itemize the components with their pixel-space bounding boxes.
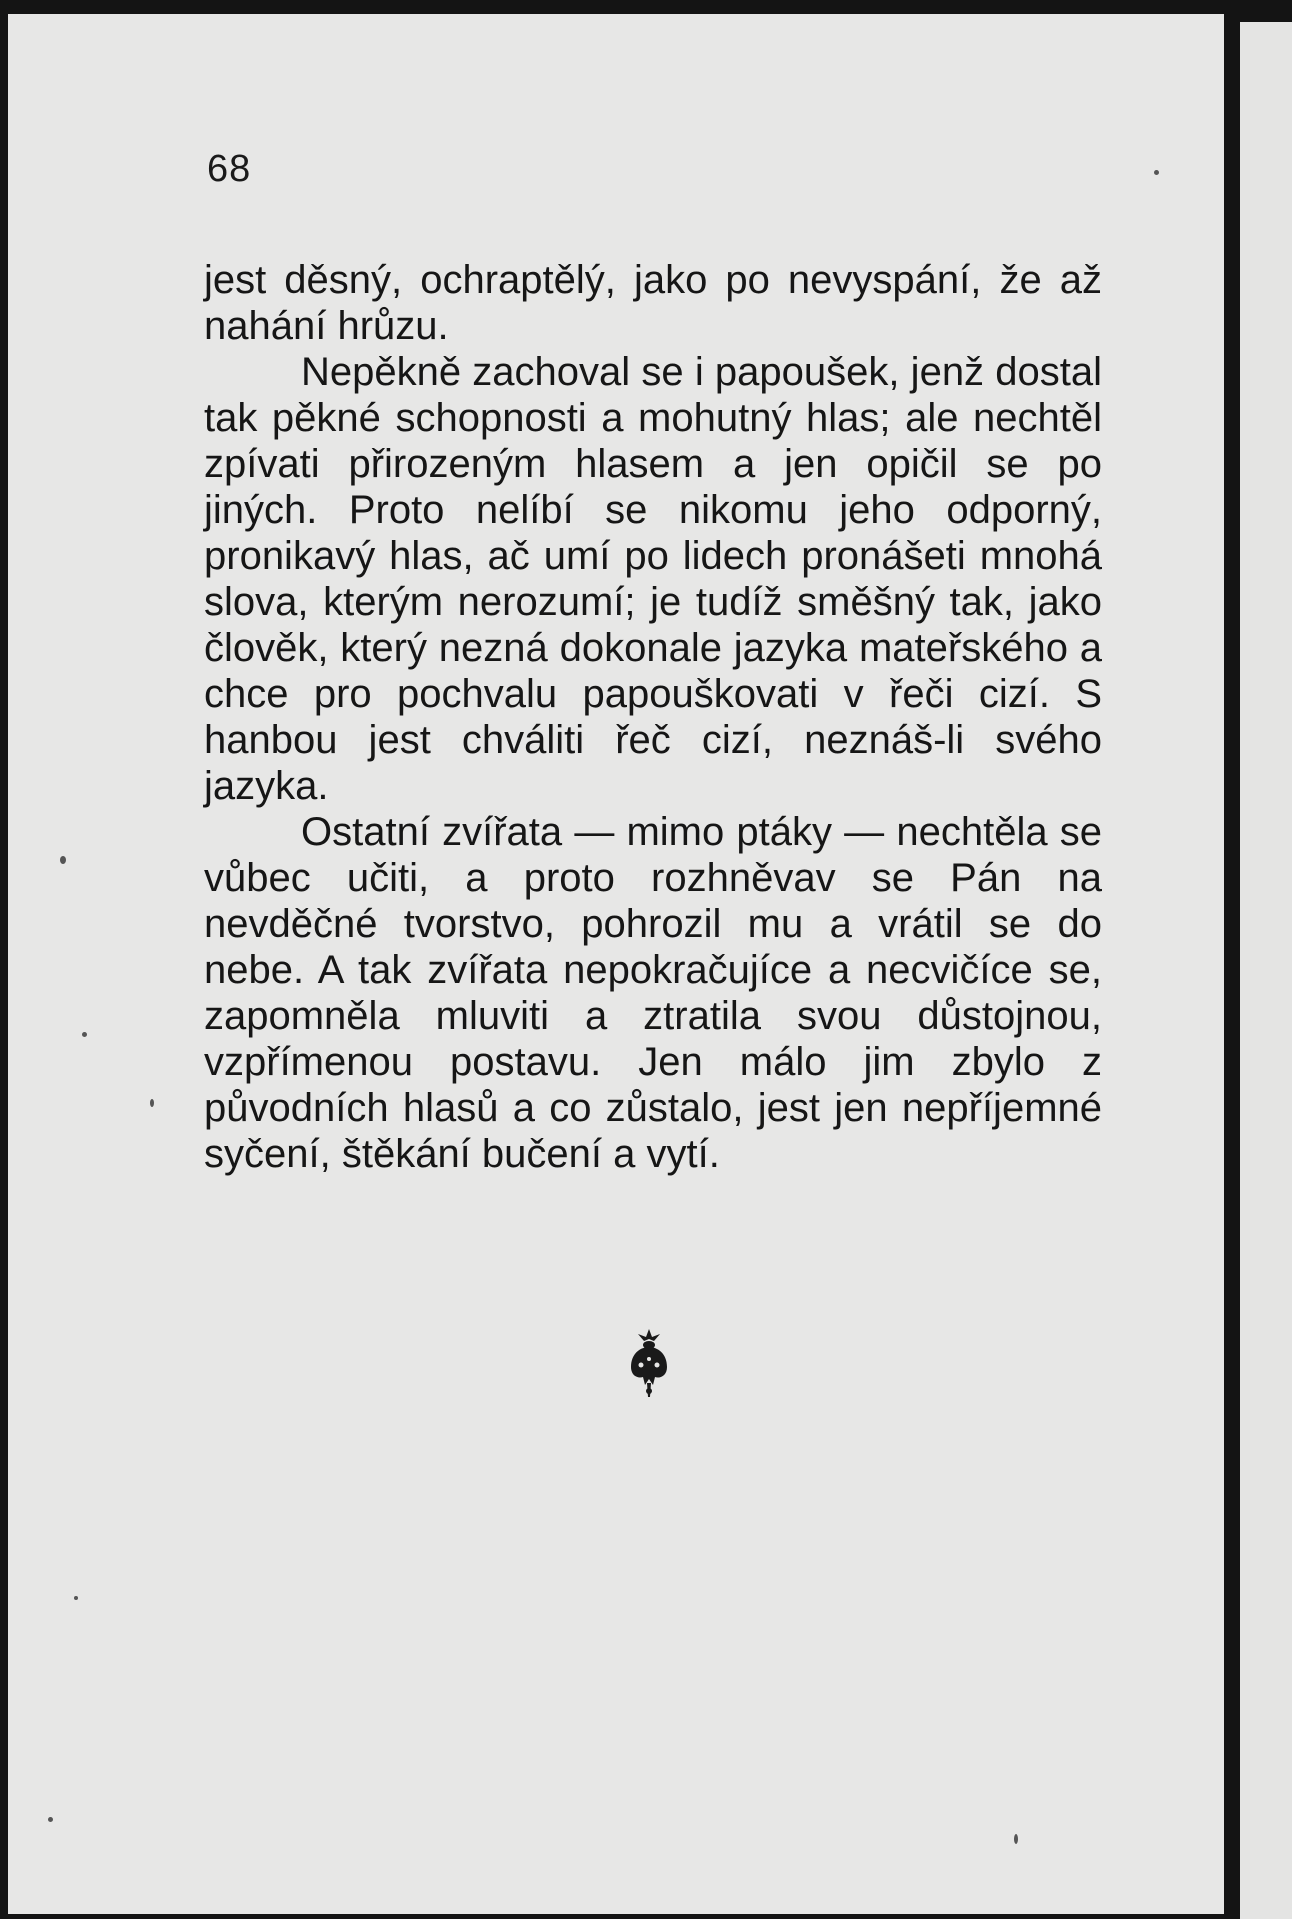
scan-speck (74, 1596, 78, 1600)
body-text (204, 257, 1102, 1177)
paragraph-3: Ostatní zvířata — mimo ptáky — nechtěla se vůbec učiti, a proto rozhněvav se Pán na nevděčné tvorstvo, pohrozil mu a vrátil se do nebe. A tak zvířata nepokračujíce a necvičíce se, zapomněla mluviti a ztratila svou důstojnou, vzpřímenou postavu. Jen málo jim zbylo z původních hlasů a co zůstalo, jest jen nepříjemné syčení, štěkání bučení a vytí. (204, 810, 1102, 1176)
paragraph-1: jest děsný, ochraptělý, jako po nevyspání, že až nahání hrůzu. (204, 258, 1102, 348)
next-page-edge (1240, 22, 1292, 1919)
book-page (8, 14, 1227, 1914)
scan-speck (82, 1032, 87, 1037)
page-gutter (1224, 0, 1240, 1919)
scan-speck (1154, 170, 1159, 175)
scan-speck (48, 1817, 53, 1822)
scan-speck (1014, 1834, 1018, 1844)
page-number: 68 (207, 148, 252, 190)
scan-speck (150, 1099, 154, 1107)
fleuron-icon (627, 1327, 671, 1401)
scan-speck (60, 856, 66, 864)
paragraph-2: Nepěkně zachoval se i papoušek, jenž dostal tak pěkné schopnosti a mohutný hlas; ale nechtěl zpívati přirozeným hlasem a jen opičil se po jiných. Proto nelíbí se nikomu jeho odporný, pronikavý hlas, ač umí po lidech pronášeti mnohá slova, kterým nerozumí; je tudíž směšný tak, jako člověk, který nezná dokonale jazyka mateřského a chce pro pochvalu papouškovati v řeči cizí. S hanbou jest chváliti řeč cizí, neznáš-li svého jazyka. (204, 350, 1102, 808)
